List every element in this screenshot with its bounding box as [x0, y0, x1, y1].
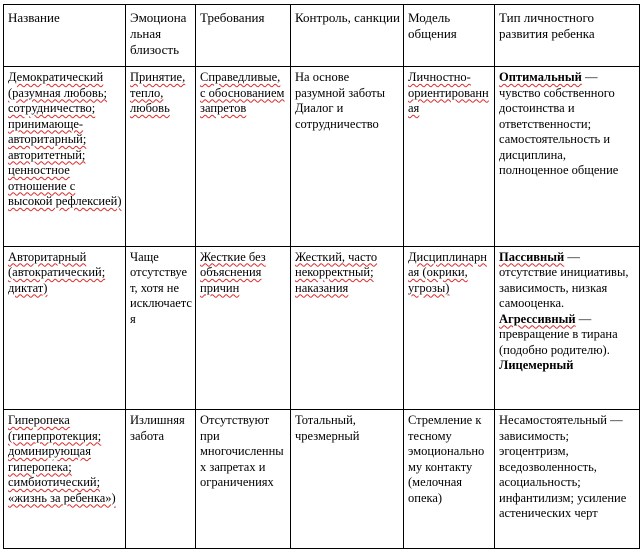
header-closeness: Эмоциона льная близость [126, 5, 196, 67]
header-control: Контроль, санкции [291, 5, 404, 67]
cell-control: Тотальный, чрезмерный [291, 410, 404, 549]
parenting-styles-table [3, 4, 640, 549]
header-name: Название [4, 5, 126, 67]
cell-name: Демократический (разумная любовь; сотрудничество; принимающе-авторитарный; авторитетный; ценностное отношение с высокой рефлексией) [4, 67, 126, 247]
header-demands: Требования [196, 5, 291, 67]
table-row [4, 246, 640, 410]
cell-demands: Жесткие без объяснения причин [196, 246, 291, 410]
cell-control: Жесткий, часто некорректный; наказания [291, 246, 404, 410]
cell-closeness: Принятие, тепло, любовь [126, 67, 196, 247]
cell-closeness: Излишняя забота [126, 410, 196, 549]
cell-demands: Справедливые, с обоснованием запретов [196, 67, 291, 247]
cell-development: Пассивный — отсутствие инициативы, зависимость, низкая самооценка. Агрессивный — превращение в тирана (подобно родителю). Лицемерный [495, 246, 640, 410]
cell-control: На основе разумной заботы Диалог и сотрудничество [291, 67, 404, 247]
cell-closeness: Чаще отсутствует, хотя не исключается [126, 246, 196, 410]
table-row [4, 410, 640, 549]
cell-name: Гиперопека (гиперпротекция; доминирующая гиперопека; симбиотический; «жизнь за ребенка») [4, 410, 126, 549]
header-development: Тип личностного развития ребенка [495, 5, 640, 67]
cell-model: Стремление к тесному эмоциональному контакту (мелочная опека) [404, 410, 495, 549]
cell-model: Личностно-ориентированная [404, 67, 495, 247]
cell-demands: Отсутствуют при многочисленных запретах и ограничениях [196, 410, 291, 549]
cell-development: Несамостоятельный — зависимость; эгоцентризм, вседозволенность, асоциальность; инфантилизм; усиление астенических черт [495, 410, 640, 549]
cell-model: Дисциплинарная (окрики, угрозы) [404, 246, 495, 410]
cell-name: Авторитарный (автократический; диктат) [4, 246, 126, 410]
header-model: Модель общения [404, 5, 495, 67]
cell-development: Оптимальный — чувство собственного достоинства и ответственности; самостоятельность и дисциплина, полноценное общение [495, 67, 640, 247]
header-row [4, 5, 640, 67]
table-row [4, 67, 640, 247]
